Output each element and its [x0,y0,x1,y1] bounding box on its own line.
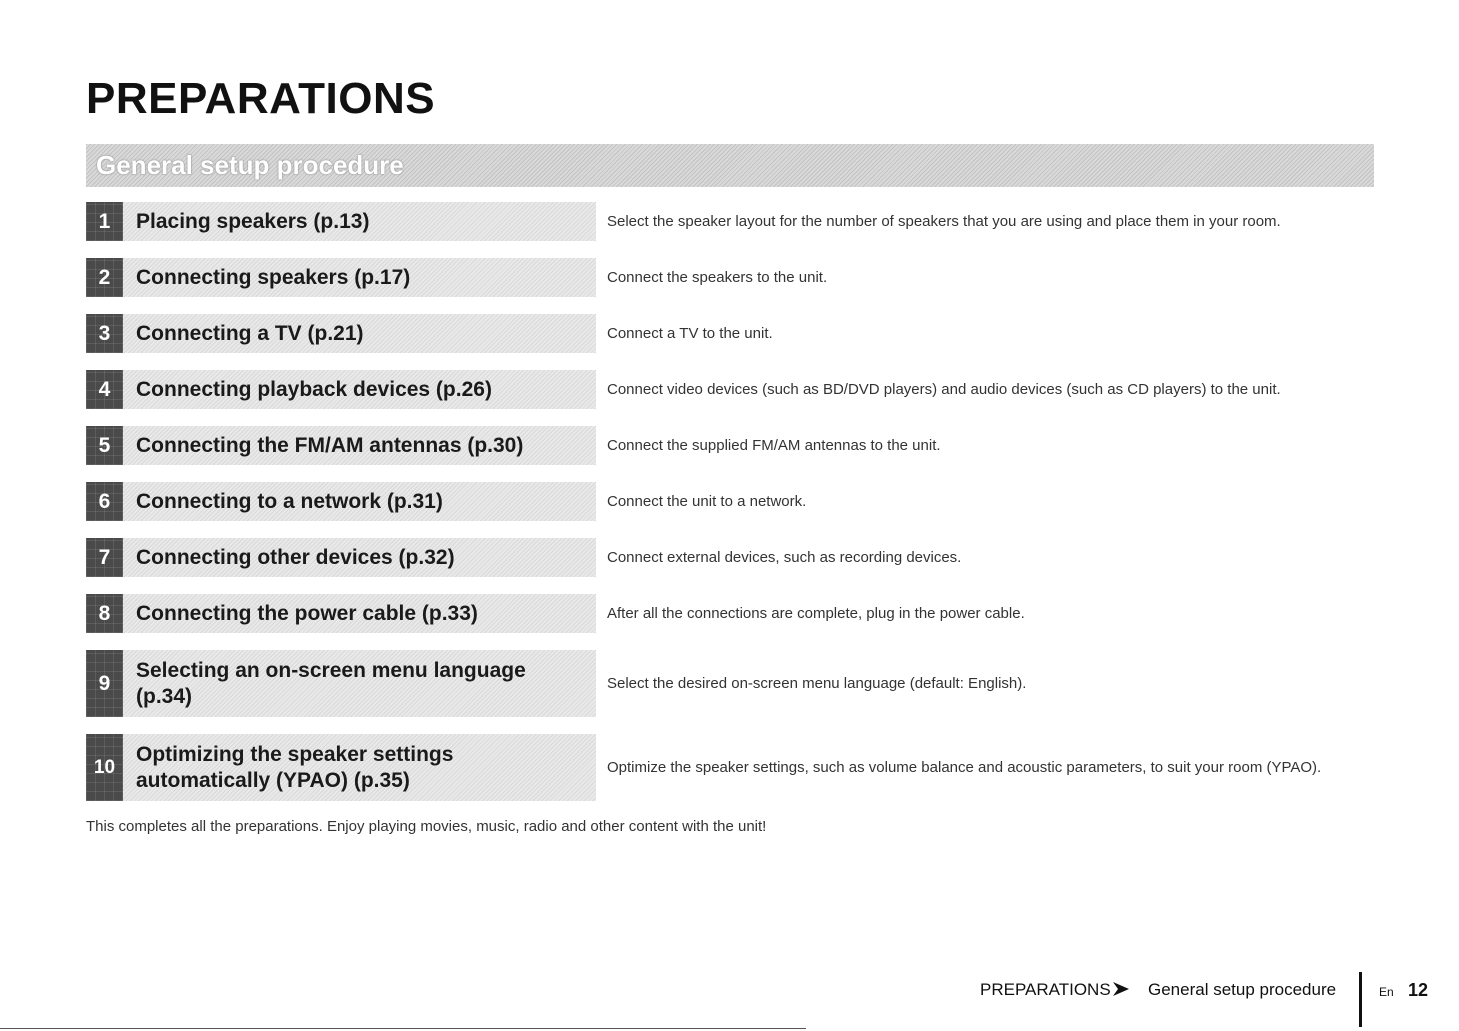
step-number: 7 [86,538,123,577]
step-number: 1 [86,202,123,241]
setup-step [86,482,1386,521]
step-title: Connecting speakers (p.17) [136,265,411,289]
step-description: Connect video devices (such as BD/DVD players) and audio devices (such as CD players) to the unit. [607,381,1281,398]
page-footer [0,978,1459,1008]
footer-divider [1359,972,1362,1027]
step-number: 5 [86,426,123,465]
step-description: Connect external devices, such as recording devices. [607,549,962,566]
step-link[interactable] [86,314,596,353]
step-number: 3 [86,314,123,353]
step-number: 2 [86,258,123,297]
section-heading-bar [86,144,1374,187]
step-link[interactable] [86,538,596,577]
step-link[interactable] [86,202,596,241]
setup-step [86,426,1386,465]
breadcrumb-page[interactable]: General setup procedure [1148,980,1337,999]
setup-step [86,734,1386,801]
step-description: Optimize the speaker settings, such as volume balance and acoustic parameters, to suit your room (YPAO). [607,759,1322,776]
language-code: En [1379,985,1394,999]
step-link[interactable] [86,482,596,521]
closing-note: This completes all the preparations. Enjoy playing movies, music, radio and other content with the unit! [86,818,767,835]
setup-step [86,258,1386,297]
step-title: Connecting other devices (p.32) [136,545,455,569]
page-number: 12 [1408,980,1429,1000]
step-title: Optimizing the speaker settings automatically (YPAO) (p.35) [136,742,454,792]
arrow-right-icon [1113,982,1129,996]
setup-step [86,650,1386,717]
bottom-rule [0,1028,806,1029]
setup-step [86,594,1386,633]
step-description: Select the speaker layout for the number of speakers that you are using and place them in your room. [607,213,1281,230]
step-number: 9 [86,650,123,717]
step-link[interactable] [86,426,596,465]
step-title: Selecting an on-screen menu language (p.34) [136,658,526,708]
step-link[interactable] [86,370,596,409]
step-description: After all the connections are complete, plug in the power cable. [607,605,1025,622]
step-title: Connecting the power cable (p.33) [136,601,478,625]
step-number: 10 [86,734,123,801]
step-title: Connecting a TV (p.21) [136,321,364,345]
step-description: Connect the unit to a network. [607,493,807,510]
setup-step [86,202,1386,241]
step-title: Placing speakers (p.13) [136,209,370,233]
step-description: Connect the supplied FM/AM antennas to the unit. [607,437,941,454]
step-number: 4 [86,370,123,409]
section-heading: General setup procedure [96,150,404,180]
step-title: Connecting the FM/AM antennas (p.30) [136,433,524,457]
step-link[interactable] [86,594,596,633]
setup-step [86,370,1386,409]
step-title: Connecting to a network (p.31) [136,489,443,513]
setup-step [86,538,1386,577]
step-link[interactable] [86,650,596,717]
step-number: 8 [86,594,123,633]
step-number: 6 [86,482,123,521]
setup-step [86,314,1386,353]
page-title: PREPARATIONS [86,74,436,123]
step-link[interactable] [86,258,596,297]
step-link[interactable] [86,734,596,801]
step-title: Connecting playback devices (p.26) [136,377,492,401]
step-description: Connect a TV to the unit. [607,325,773,342]
step-description: Select the desired on-screen menu language (default: English). [607,675,1027,692]
breadcrumb-section[interactable]: PREPARATIONS [980,980,1111,999]
step-description: Connect the speakers to the unit. [607,269,828,286]
